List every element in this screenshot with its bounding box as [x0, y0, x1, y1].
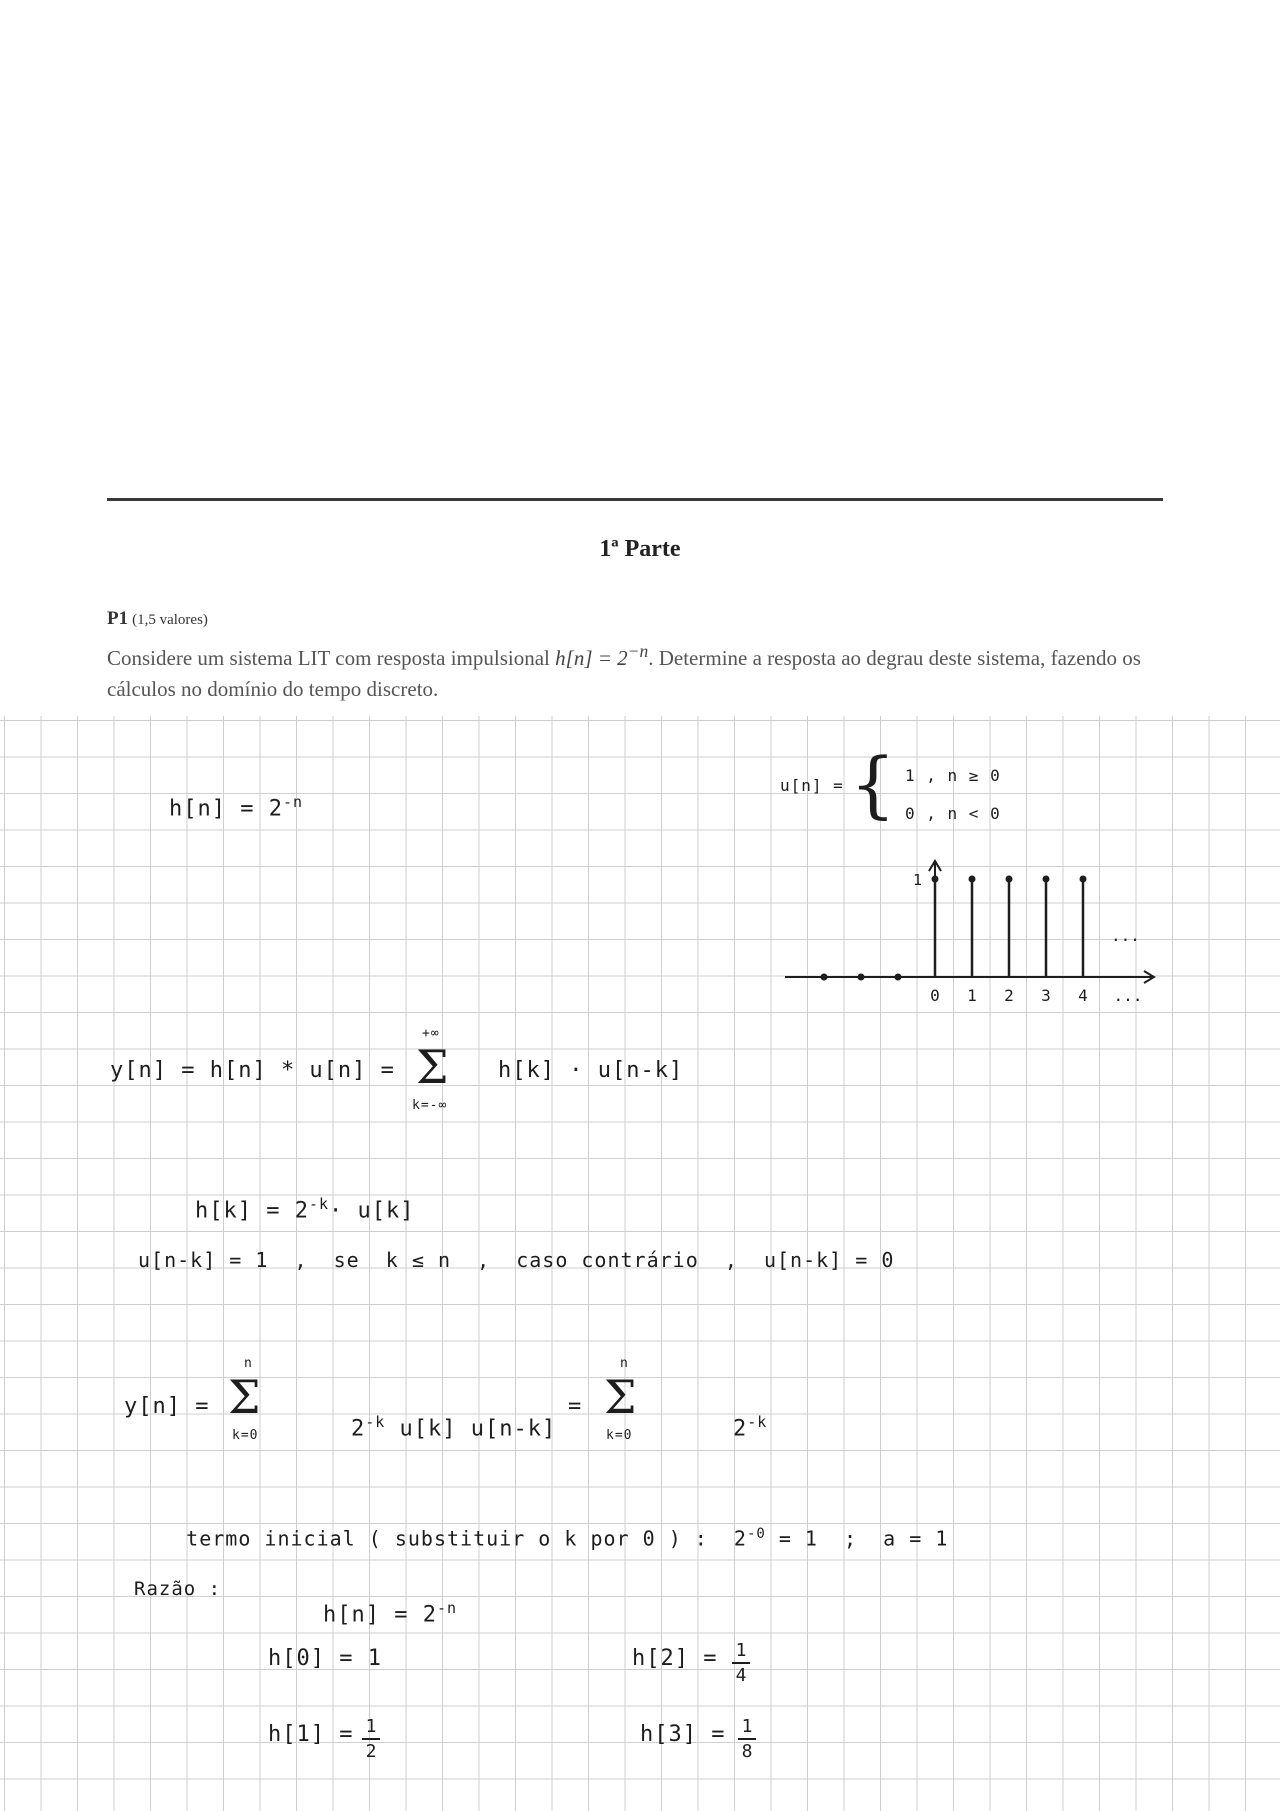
section-title: 1ª Parte — [599, 536, 681, 562]
sum2-summand — [294, 1388, 556, 1466]
x-tick-label: 1 — [967, 986, 977, 1005]
h2-fraction — [732, 1640, 750, 1686]
problem-number: P1 — [107, 608, 129, 629]
sum3-sigma: Σ — [604, 1370, 638, 1424]
sum1-lower-limit: k=-∞ — [412, 1098, 448, 1113]
h3-lhs: h[3] = — [640, 1722, 726, 1747]
ratio-label: Razão : — [134, 1578, 222, 1600]
y-tick-label: 1 — [913, 871, 923, 889]
step-case-2: 0 , n < 0 — [905, 804, 1001, 823]
h-def-text: h[n] = 2 — [168, 796, 283, 822]
x-tick-label: 2 — [1004, 986, 1014, 1005]
sum3-exponent: -k — [747, 1413, 768, 1431]
stem-point — [1080, 876, 1087, 883]
unk-condition: u[n-k] = 1 , se k ≤ n , caso contrário , u[n-k] = 0 — [138, 1248, 895, 1272]
h0-value: h[0] = 1 — [268, 1646, 382, 1671]
x-tick-label: 0 — [930, 986, 940, 1005]
unit-step-stem-plot — [780, 855, 1160, 1015]
problem-header — [107, 608, 208, 630]
continuation-dots: ... — [1111, 926, 1140, 945]
h2-numerator: 1 — [735, 1640, 747, 1661]
step-definition-lhs: u[n] = — [780, 776, 844, 795]
sum2-exponent: -k — [365, 1413, 386, 1431]
initial-term-tail: = 1 ; a = 1 — [765, 1526, 949, 1551]
stem-point — [895, 974, 902, 981]
sum2-tail: u[k] u[n-k] — [399, 1416, 557, 1442]
statement-part-2: . Determine a resposta ao degrau deste sistema, fazendo os cálculos no domínio do tempo discreto. — [107, 646, 1141, 701]
statement-part-1: Considere um sistema LIT com resposta impulsional — [107, 646, 556, 670]
stem-point — [969, 876, 976, 883]
sum2-lower-limit: k=0 — [232, 1428, 259, 1443]
impulse-response-definition — [112, 768, 303, 846]
statement-math: h[n] = 2 — [555, 646, 628, 670]
stem-point — [1006, 876, 1013, 883]
hk-definition — [138, 1170, 415, 1248]
stem-point — [821, 974, 828, 981]
h1-fraction — [362, 1716, 380, 1762]
ratio-h-exponent: -n — [436, 1599, 458, 1617]
stem-label-layer — [913, 871, 1142, 1005]
sum3-lower-limit: k=0 — [606, 1428, 633, 1443]
x-tick-label: ... — [1113, 986, 1143, 1005]
sum3-summand — [676, 1388, 767, 1466]
stem-point — [1043, 876, 1050, 883]
step-case-1: 1 , n ≥ 0 — [905, 766, 1001, 785]
h1-fraction-bar — [362, 1738, 380, 1740]
initial-term-line — [134, 1502, 948, 1575]
hk-text: h[k] = 2 — [194, 1198, 309, 1224]
h1-numerator: 1 — [365, 1716, 377, 1737]
ratio-h-definition — [266, 1574, 457, 1652]
sum2-sigma: Σ — [228, 1370, 262, 1424]
ratio-h-text: h[n] = 2 — [322, 1602, 437, 1628]
h3-fraction-bar — [738, 1738, 756, 1740]
stem-point — [932, 876, 939, 883]
initial-term-text: termo inicial ( substituir o k por 0 ) : 2 — [186, 1526, 747, 1551]
sum1-sigma: Σ — [416, 1040, 450, 1094]
h2-denominator: 4 — [735, 1665, 747, 1686]
sum3-upper-limit: n — [620, 1356, 629, 1371]
h3-numerator: 1 — [741, 1716, 753, 1737]
statement-math-exponent: −n — [627, 641, 649, 661]
equals-sign: = — [568, 1394, 583, 1419]
x-tick-label: 4 — [1078, 986, 1088, 1005]
stem-layer — [785, 861, 1154, 983]
reduced-sum-lhs: y[n] = — [124, 1394, 210, 1419]
h2-lhs: h[2] = — [632, 1646, 718, 1671]
sum1-upper-limit: +∞ — [422, 1026, 440, 1041]
case-brace: { — [850, 742, 896, 826]
x-tick-label: 3 — [1041, 986, 1051, 1005]
h3-fraction — [738, 1716, 756, 1762]
convolution-lhs: y[n] = h[n] * u[n] = — [110, 1058, 395, 1083]
h-def-exponent: -n — [282, 793, 304, 811]
problem-marks: (1,5 valores) — [132, 612, 208, 628]
h2-fraction-bar — [732, 1662, 750, 1664]
header-divider — [107, 498, 1163, 501]
hk-tail: · u[k] — [329, 1198, 415, 1224]
h3-denominator: 8 — [741, 1741, 753, 1762]
h1-lhs: h[1] = — [268, 1722, 354, 1747]
h1-denominator: 2 — [365, 1741, 377, 1762]
sum1-summand: h[k] · u[n-k] — [498, 1058, 684, 1083]
sum2-upper-limit: n — [244, 1356, 253, 1371]
stem-point — [858, 974, 865, 981]
sum3-base: 2 — [732, 1416, 748, 1442]
problem-statement — [107, 636, 1167, 705]
sum2-base: 2 — [350, 1416, 366, 1442]
initial-term-exponent: -0 — [746, 1526, 766, 1542]
hk-exponent: -k — [308, 1195, 330, 1213]
